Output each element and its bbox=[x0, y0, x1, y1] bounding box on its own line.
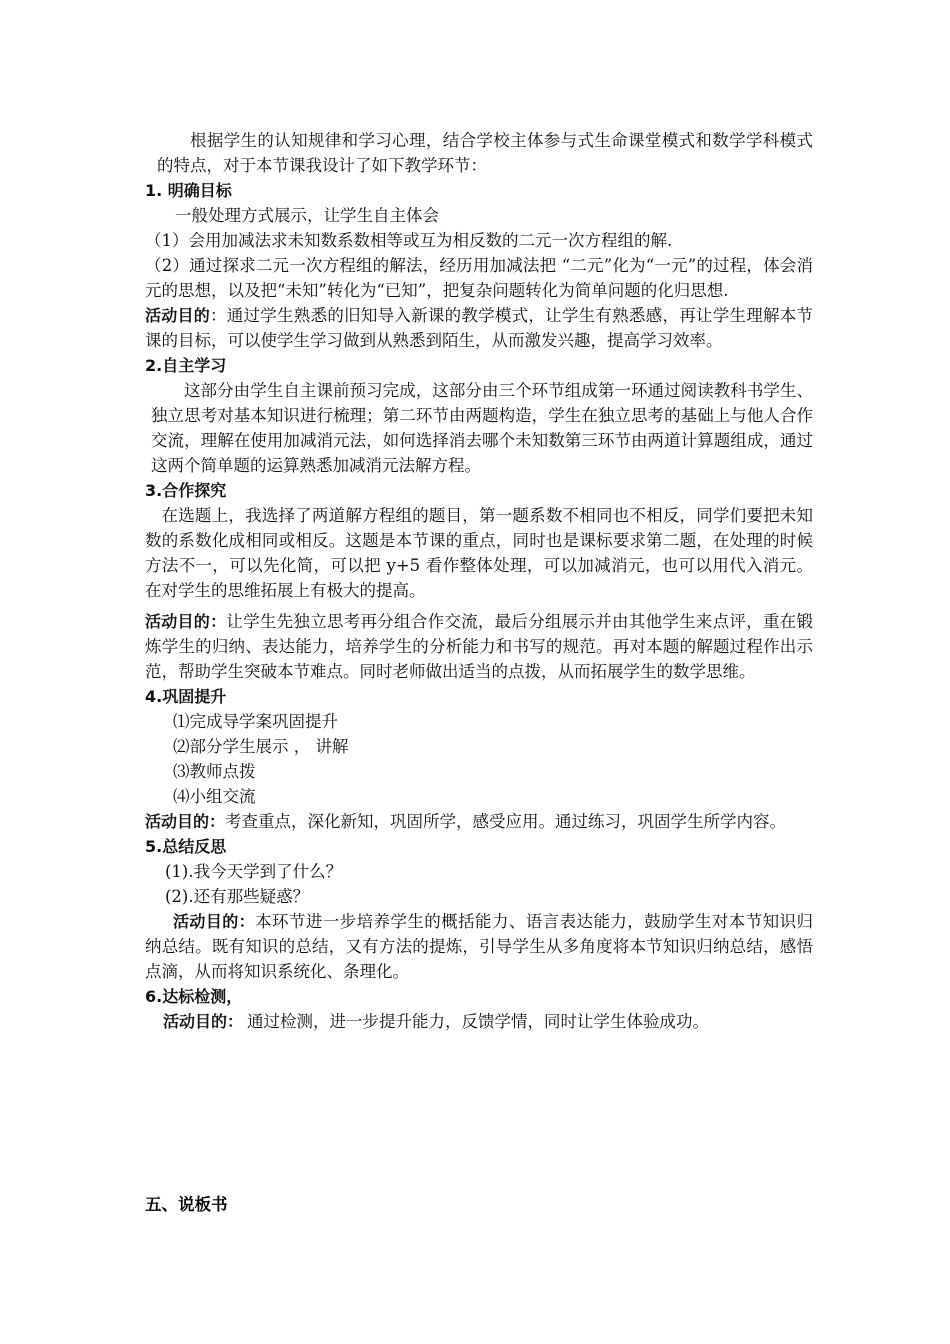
section-5-goal bbox=[145, 909, 813, 984]
section-1-line-3: （2）通过探求二元一次方程组的解法，经历用加减法把 “二元”化为“一元”的过程，体会消元的思想，以及把“未知”转化为“已知”，把复杂问题转化为简单问题的化归思想. bbox=[145, 256, 813, 300]
intro-paragraph: 根据学生的认知规律和学习心理，结合学校主体参与式生命课堂模式和数学学科模式的特点，对于本节课我设计了如下教学环节： bbox=[157, 131, 813, 175]
section-1-goal bbox=[145, 303, 813, 353]
section-4-title: 4.巩固提升 bbox=[145, 687, 227, 706]
section-2-body: 这部分由学生自主课前预习完成，这部分由三个环节组成第一环通过阅读教科书学生、独立思考对基本知识进行梳理；第二环节由两题构造，学生在独立思考的基础上与他人合作交流，理解在使用加减消元法，如何选择消去哪个未知数第三环节由两道计算题组成，通过这两个简单题的运算熟悉加减消元法解方程。 bbox=[151, 381, 813, 475]
section-6-goal bbox=[145, 1009, 813, 1034]
list-item: ⑷小组交流 bbox=[173, 787, 256, 806]
activity-goal-label: 活动目的： bbox=[145, 612, 227, 631]
activity-goal-label: 活动目的： bbox=[163, 1012, 244, 1031]
question-2: (2).还有那些疑惑？ bbox=[165, 887, 310, 906]
section-6-title: 6.达标检测， bbox=[145, 987, 243, 1006]
section-3-goal bbox=[145, 609, 813, 684]
activity-goal-text: 让学生先独立思考再分组合作交流，最后分组展示并由其他学生来点评，重在锻炼学生的归纳、表达能力，培养学生的分析能力和书写的规范。再对本题的解题过程作出示范，帮助学生突破本节难点。同时老师做出适当的点拨，从而拓展学生的数学思维。 bbox=[145, 612, 813, 681]
section-five-title: 五、说板书 bbox=[145, 1195, 228, 1214]
section-1-line-1: 一般处理方式展示，让学生自主体会 bbox=[175, 206, 439, 225]
section-1-line-2: （1）会用加减法求未知数系数相等或互为相反数的二元一次方程组的解. bbox=[145, 231, 673, 250]
section-3-body: 在选题上，我选择了两道解方程组的题目，第一题系数不相同也不相反，同学们要把未知数的系数化成相同或相反。这题是本节课的重点，同时也是课标要求第二题，在处理的时候方法不一，可以先化简，可以把 y+5 看作整体处理，可以加减消元，也可以用代入消元。在对学生的思维拓展上有极大的提高。 bbox=[145, 506, 813, 600]
activity-goal-label: 活动目的： bbox=[145, 812, 226, 831]
question-1: (1).我今天学到了什么？ bbox=[165, 862, 343, 881]
activity-goal-text: ：通过学生熟悉的旧知导入新课的教学模式，让学生有熟悉感，再让学生理解本节课的目标，可以使学生学习做到从熟悉到陌生，从而激发兴趣，提高学习效率。 bbox=[145, 306, 813, 350]
activity-goal-text: 通过检测，进一步提升能力，反馈学情，同时让学生体验成功。 bbox=[247, 1012, 710, 1031]
activity-goal-text: 考查重点，深化新知，巩固所学，感受应用。通过练习，巩固学生所学内容。 bbox=[225, 812, 787, 831]
activity-goal-text: 本环节进一步培养学生的概括能力、语言表达能力，鼓励学生对本节知识归纳总结。既有知识的总结，又有方法的提炼，引导学生从多角度将本节知识归纳总结，感悟点滴，从而将知识系统化、条理化。 bbox=[145, 912, 813, 981]
list-item: ⑶教师点拨 bbox=[173, 762, 256, 781]
activity-goal-label: 活动目的： bbox=[173, 912, 256, 931]
section-2-title: 2.自主学习 bbox=[145, 356, 227, 375]
section-5-title: 5.总结反思 bbox=[145, 837, 227, 856]
section-3-title: 3.合作探究 bbox=[145, 481, 227, 500]
list-item: ⑴完成导学案巩固提升 bbox=[173, 712, 338, 731]
document-body bbox=[145, 128, 813, 1034]
activity-goal-label: 活动目的 bbox=[145, 306, 211, 325]
section-4-goal bbox=[145, 809, 813, 834]
list-item: ⑵部分学生展示 ， 讲解 bbox=[173, 737, 349, 756]
section-1-title: 1. 明确目标 bbox=[145, 181, 232, 200]
